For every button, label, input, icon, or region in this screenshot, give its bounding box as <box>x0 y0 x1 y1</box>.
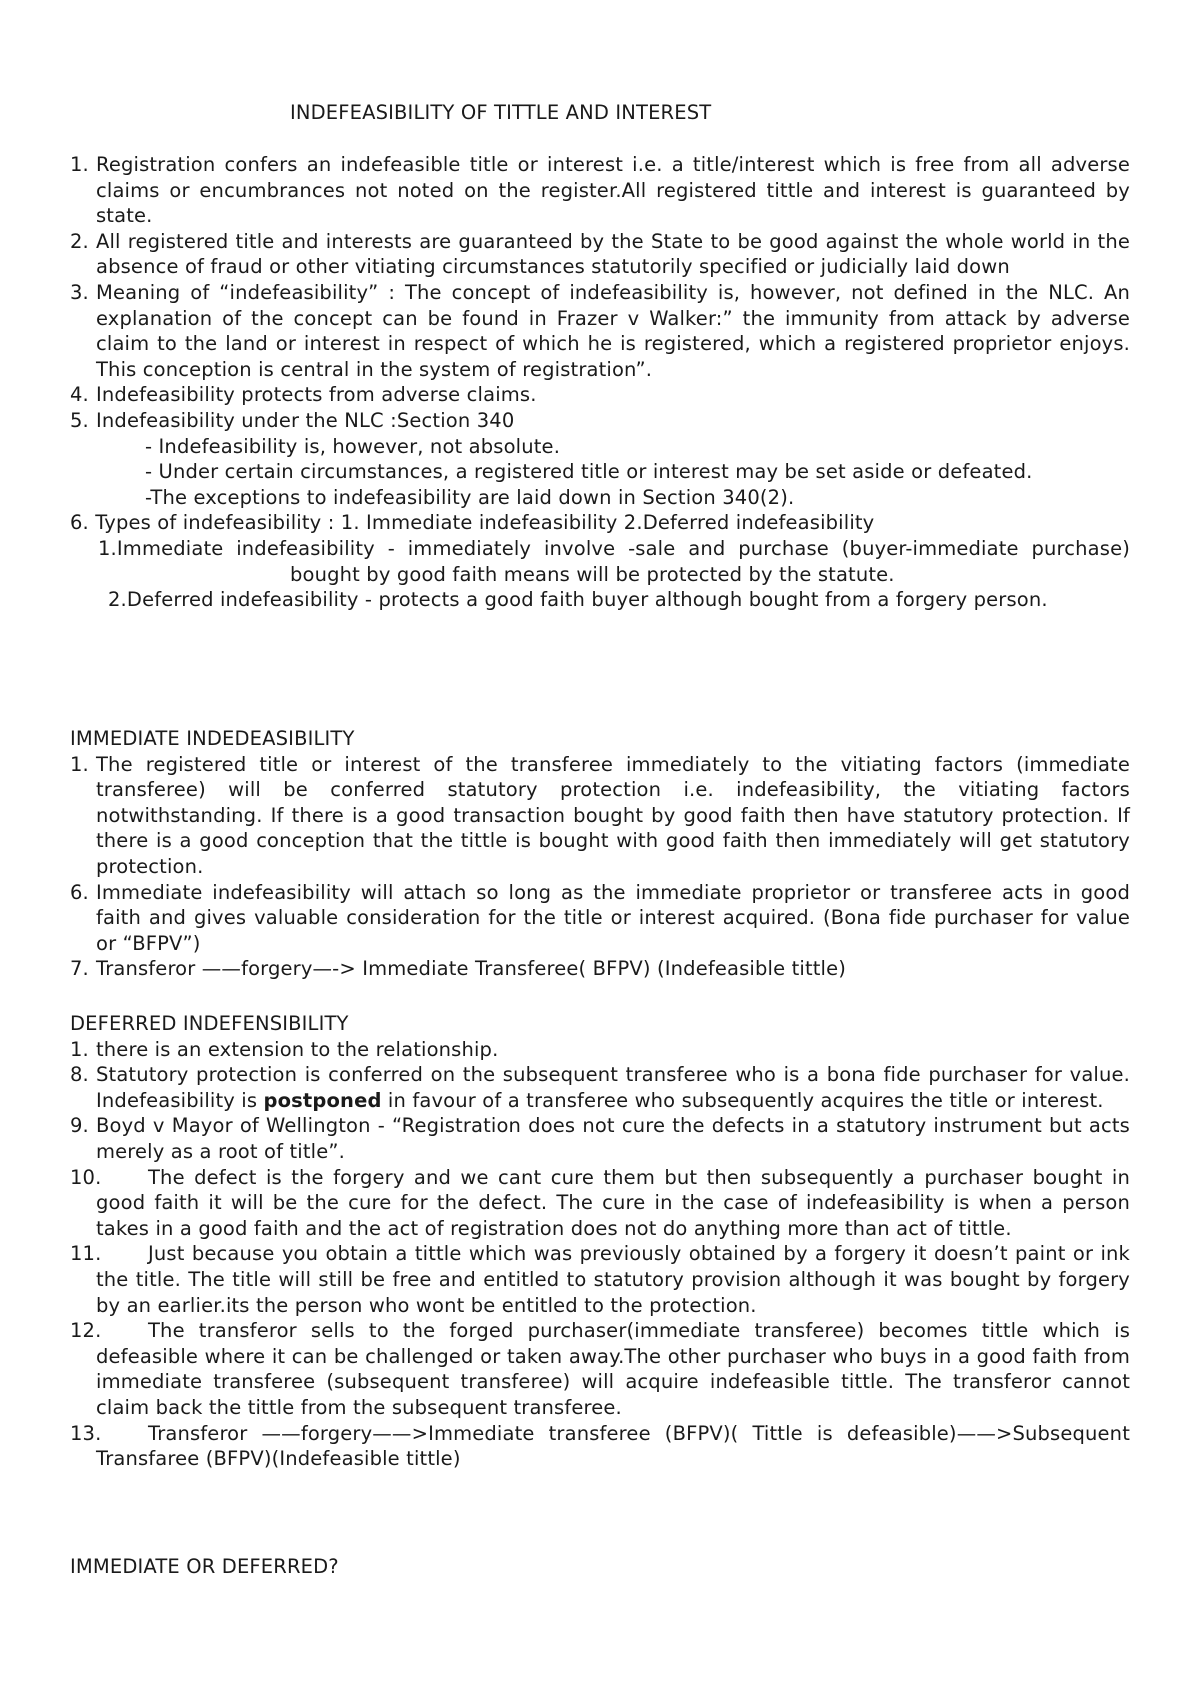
list-item <box>70 1241 1130 1318</box>
page-title: INDEFEASIBILITY OF TITTLE AND INTEREST <box>290 101 712 124</box>
item-number: 8. <box>70 1063 89 1087</box>
types-line: 6. Types of indefeasibility : 1. Immediate indefeasibility 2.Deferred indefeasibility <box>70 511 875 535</box>
sub-point: - Indefeasibility is, however, not absolute. <box>145 434 561 458</box>
item-text: Immediate indefeasibility will attach so long as the immediate proprietor or transferee acts in good faith and gives valuable consideration for the title or interest acquired. (Bona fide purchaser for value or “BFPV”) <box>96 880 1130 955</box>
sub-point: -The exceptions to indefeasibility are laid down in Section 340(2). <box>145 485 795 509</box>
item-number: 2. <box>70 229 89 253</box>
list-item <box>70 880 1130 957</box>
type-immediate-continued: bought by good faith means will be protected by the statute. <box>290 562 895 586</box>
item-text: there is an extension to the relationship. <box>96 1037 499 1061</box>
item-number: 7. <box>70 957 89 981</box>
section-heading: DEFERRED INDEFENSIBILITY <box>70 1012 349 1035</box>
item-text-continued: in favour of a transferee who subsequently acquires the title or interest. <box>381 1088 1104 1112</box>
item-text: Transferor ——forgery—-> Immediate Transferee( BFPV) (Indefeasible tittle) <box>96 957 847 981</box>
item-number: 10. <box>70 1165 102 1189</box>
list-item <box>70 956 1130 982</box>
immediate-section <box>70 726 1130 982</box>
type-immediate-text: 1.Immediate indefeasibility - immediately involve -sale and purchase (buyer-immediate purchase) <box>98 536 1130 560</box>
item-number: 4. <box>70 383 89 407</box>
list-item <box>70 1037 1130 1063</box>
emphasis-text: postponed <box>263 1088 382 1112</box>
item-number: 1. <box>70 1037 89 1061</box>
item-text: The transferor sells to the forged purchaser(immediate transferee) becomes tittle which is defeasible where it can be challenged or taken away.The other purchaser who buys in a good faith from immediate transferee (subsequent transferee) will acquire indefeasible tittle. The transferor cannot claim back the tittle from the subsequent transferee. <box>96 1319 1130 1419</box>
item-number: 13. <box>70 1421 102 1445</box>
item-number: 1. <box>70 752 89 776</box>
list-item <box>70 382 1130 408</box>
item-text: Statutory protection is conferred on the subsequent transferee who is a bona fide purchaser for value. Indefeasibility is <box>96 1063 1130 1112</box>
list-item <box>70 1318 1130 1420</box>
item-text: Boyd v Mayor of Wellington - “Registration does not cure the defects in a statutory instrument but acts merely as a root of title”. <box>96 1114 1130 1163</box>
item-number: 1. <box>70 153 89 176</box>
item-text: Transferor ——forgery——>Immediate transferee (BFPV)( Tittle is defeasible)——>Subsequent Transfaree (BFPV)(Indefeasible tittle) <box>96 1421 1130 1471</box>
list-item <box>70 1113 1130 1164</box>
section-heading: IMMEDIATE INDEDEASIBILITY <box>70 727 355 750</box>
section-heading: IMMEDIATE OR DEFERRED? <box>70 1555 339 1578</box>
list-item <box>70 1062 1130 1113</box>
list-item <box>70 1165 1130 1242</box>
list-item <box>70 280 1130 382</box>
sub-point: - Under certain circumstances, a registered title or interest may be set aside or defeated. <box>145 460 1033 484</box>
intro-section <box>70 152 1130 613</box>
item-text: Registration confers an indefeasible title or interest i.e. a title/interest which is free from all adverse claims or encumbrances not noted on the register.All registered tittle and interest is guaranteed by state. <box>96 153 1130 228</box>
item-text: The defect is the forgery and we cant cure them but then subsequently a purchaser bought in good faith it will be the cure for the defect. The cure in the case of indefeasibility is when a person takes in a good faith and the act of registration does not do anything more than act of tittle. <box>96 1165 1130 1240</box>
list-item <box>70 152 1130 229</box>
list-item <box>70 229 1130 280</box>
item-text: Indefeasibility protects from adverse claims. <box>96 383 537 407</box>
item-number: 3. <box>70 280 89 304</box>
item-text: The registered title or interest of the transferee immediately to the vitiating factors (immediate transferee) will be conferred statutory protection i.e. indefeasibility, the vitiating factors notwithstanding. If there is a good transaction bought by good faith then have statutory protection. If there is a good conception that the tittle is bought with good faith then immediately will get statutory protection. <box>96 752 1130 878</box>
list-item <box>70 752 1130 880</box>
item-text: Just because you obtain a tittle which was previously obtained by a forgery it doesn’t paint or ink the title. The title will still be free and entitled to statutory provision although it was bought by forgery by an earlier.its the person who wont be entitled to the protection. <box>96 1242 1130 1317</box>
list-item <box>70 408 1130 434</box>
type-deferred: 2.Deferred indefeasibility - protects a good faith buyer although bought from a forgery person. <box>108 588 1048 612</box>
type-immediate <box>70 536 1130 587</box>
item-number: 5. <box>70 408 89 432</box>
item-text: Meaning of “indefeasibility” : The concept of indefeasibility is, however, not defined in the NLC. An explanation of the concept can be found in Frazer v Walker:” the immunity from attack by adverse claim to the land or interest in respect of which he is registered, which a registered proprietor enjoys. This conception is central in the system of registration”. <box>96 280 1130 381</box>
list-item <box>70 1421 1130 1472</box>
item-number: 6. <box>70 880 89 904</box>
item-number: 9. <box>70 1114 89 1138</box>
item-number: 12. <box>70 1319 102 1343</box>
item-text: All registered title and interests are guaranteed by the State to be good against the whole world in the absence of fraud or other vitiating circumstances statutorily specified or judicially laid down <box>96 229 1130 279</box>
deferred-section <box>70 1011 1130 1472</box>
item-number: 11. <box>70 1242 102 1266</box>
item-text: Indefeasibility under the NLC :Section 340 <box>96 408 515 432</box>
